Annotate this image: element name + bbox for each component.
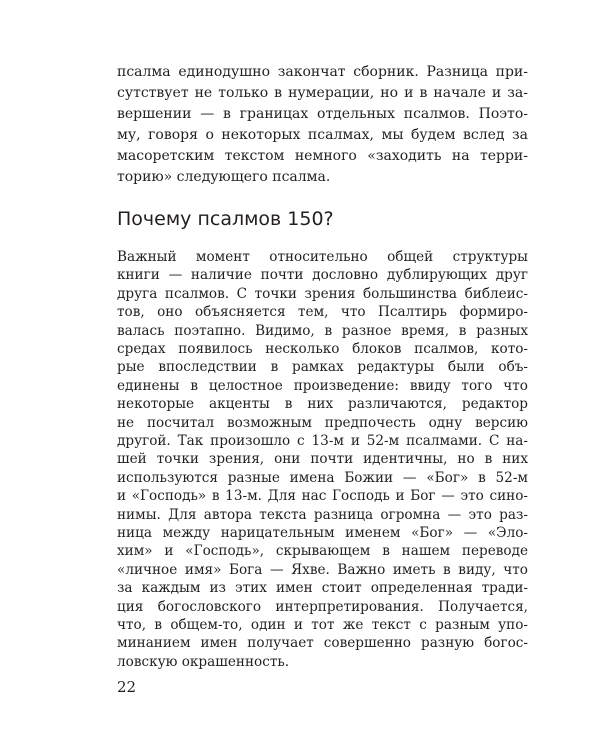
text-line: ция богословского интерпретирования. Получается, <box>117 598 528 615</box>
text-line: валась поэтапно. Видимо, в разное время, в разных <box>117 322 528 339</box>
text-line: минанием имен получает совершенно разную богос- <box>117 635 528 652</box>
text-line: рые впоследствии в рамках редактуры были объ- <box>117 359 528 376</box>
text-line: некоторые акценты в них различаются, редактор <box>117 396 528 413</box>
text-line: что, в общем-то, один и тот же текст с разным упо- <box>117 617 528 633</box>
text-line: за каждым из этих имен стоит определенная тради- <box>117 580 528 597</box>
text-line: единены в целостное произведение: ввиду того что <box>117 377 528 394</box>
text-line: «личное имя» Бога — Яхве. Важно иметь в виду, что <box>117 561 528 578</box>
text-line: сутствует не только в нумерации, но и в начале и за- <box>117 85 528 101</box>
text-line: другой. Так произошло с 13-м и 52-м псалмами. С на- <box>117 433 528 449</box>
text-line: друга псалмов. С точки зрения большинства библеис- <box>117 285 528 302</box>
text-line: тов, оно объясняется тем, что Псалтирь формиро- <box>117 304 528 321</box>
text-line: псалма единодушно закончат сборник. Разница при- <box>117 64 528 80</box>
page-number: 22 <box>117 678 137 696</box>
text-line: не посчитал возможным предпочесть одну версию <box>117 414 528 431</box>
text-line: и «Господь» в 13-м. Для нас Господь и Бог — это сино- <box>117 488 528 505</box>
text-line: Важный момент относительно общей структуры <box>117 249 528 265</box>
text-line: хим» и «Господь», скрывающем в нашем переводе <box>117 543 528 560</box>
text-line: шей точки зрения, они почти идентичны, но в них <box>117 451 528 468</box>
text-line: вершении — в границах отдельных псалмов. Поэто- <box>117 106 528 122</box>
text-line: ловскую окрашенность. <box>117 653 290 670</box>
text-line: книги — наличие почти дословно дублирующих друг <box>117 267 528 284</box>
text-line: торию» следующего псалма. <box>117 169 331 185</box>
text-line: используются разные имена Божии — «Бог» в 52-м <box>117 469 528 486</box>
text-line: нимы. Для автора текста разница огромна — это раз- <box>117 506 528 523</box>
text-line: масоретским текстом немного «заходить на терри- <box>117 148 528 164</box>
text-line: му, говоря о некоторых псалмах, мы будем вслед за <box>117 127 528 143</box>
section-heading: Почему псалмов 150? <box>117 208 334 230</box>
text-line: ница между нарицательным именем «Бог» — «Эло- <box>117 525 528 541</box>
text-line: средах появилось несколько блоков псалмов, кото- <box>117 341 528 357</box>
